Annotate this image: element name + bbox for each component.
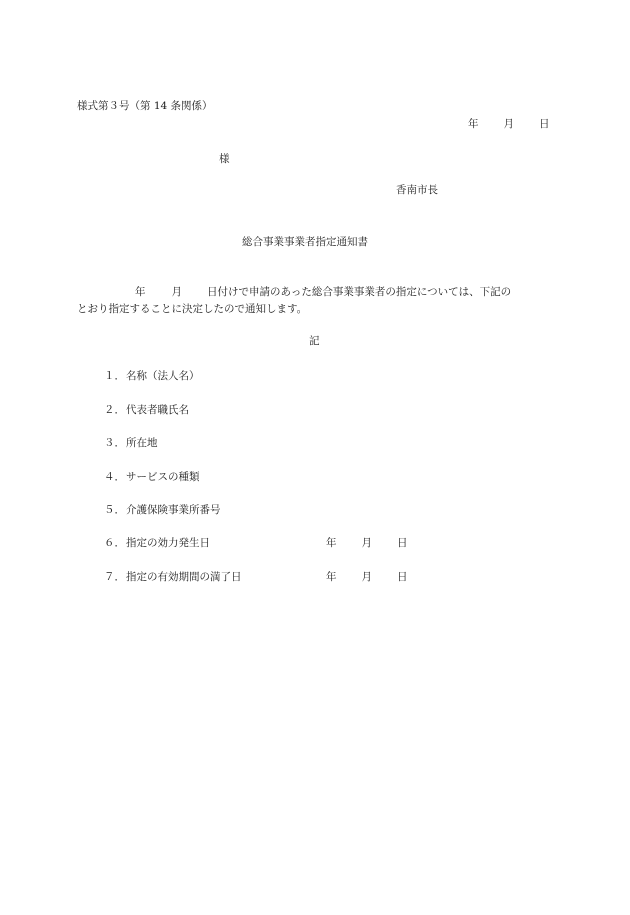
body-line-1 [77, 284, 557, 301]
effective-date [326, 536, 408, 550]
date-month: 月 [361, 537, 372, 549]
ki-heading: 記 [309, 335, 320, 347]
item-label: サービスの種類 [126, 471, 200, 483]
item-label: 介護保険事業所番号 [126, 504, 221, 516]
expiry-date [326, 570, 408, 584]
body-year: 年 [135, 286, 146, 298]
item-label: 指定の効力発生日 [126, 537, 210, 549]
date-month: 月 [503, 118, 514, 130]
list-item [104, 503, 221, 517]
list-item [104, 403, 189, 417]
list-item [104, 470, 200, 484]
date-year: 年 [468, 118, 479, 130]
addressee: 様 [219, 153, 230, 165]
item-label: 名称（法人名） [126, 370, 200, 382]
date-year: 年 [326, 571, 337, 583]
issue-date [468, 117, 550, 131]
date-day: 日 [539, 118, 550, 130]
item-number: ３． [104, 437, 125, 449]
list-item [104, 536, 408, 550]
form-number: 様式第３号（第 14 条関係） [77, 100, 213, 112]
item-label: 指定の有効期間の満了日 [126, 571, 242, 583]
item-number: １． [104, 370, 125, 382]
item-number: ６． [104, 537, 125, 549]
list-item [104, 369, 200, 383]
item-number: ２． [104, 404, 125, 416]
item-number: ５． [104, 504, 125, 516]
item-number: ７． [104, 571, 125, 583]
item-number: ４． [104, 471, 125, 483]
body-text-1: 日付けで申請のあった総合事業事業者の指定については、下記の [207, 286, 512, 298]
item-label: 所在地 [126, 437, 158, 449]
body-paragraph [77, 284, 557, 318]
document-title: 総合事業事業者指定通知書 [242, 236, 368, 248]
list-item [104, 436, 158, 450]
list-item [104, 570, 408, 584]
body-line-2: とおり指定することに決定したので通知します。 [77, 303, 308, 315]
issuer: 香南市長 [396, 184, 438, 196]
date-day: 日 [397, 571, 408, 583]
item-label: 代表者職氏名 [126, 404, 189, 416]
date-year: 年 [326, 537, 337, 549]
body-month: 月 [171, 286, 182, 298]
date-day: 日 [397, 537, 408, 549]
date-month: 月 [361, 571, 372, 583]
